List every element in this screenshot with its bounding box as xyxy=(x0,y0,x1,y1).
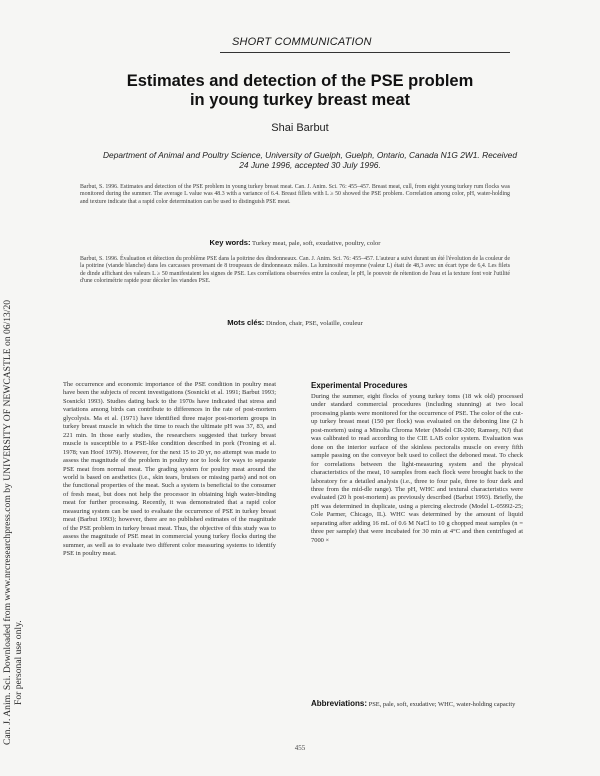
author-name: Shai Barbut xyxy=(271,122,329,134)
watermark-line-2: For personal use only. xyxy=(13,620,24,705)
section-label: SHORT COMMUNICATION xyxy=(232,36,372,48)
article-title xyxy=(80,72,520,110)
section-heading: Experimental Procedures xyxy=(311,381,408,390)
affiliation xyxy=(60,150,560,170)
body-column-left xyxy=(63,381,276,559)
header-rule xyxy=(220,52,510,53)
abstract-english: Barbut, S. 1996. Estimates and detection of the PSE problem in young turkey breast meat. Can. J. Anim. Sci. 76: 455–457. Breast meat, cull, from eight young turkey rum flocks was monitored during the summer. The average L value was 48.3 with a variance of 6.4. Breast fillets with L ≥ 50 showed the PSE problem. Correlation among color, pH, water-holding and texture indicate that a rapid color determination can be used to distinguish PSE meat. xyxy=(80,184,510,205)
title-line-1: Estimates and detection of the PSE problem xyxy=(126,72,474,90)
affiliation-line-1: Department of Animal and Poultry Science, University of Guelph, Guelph, Ontario, Canada N1G 2W1. Received xyxy=(103,150,517,160)
body-column-right xyxy=(311,381,523,545)
mots-cles-text: Dindon, chair, PSE, volaille, couleur xyxy=(266,320,363,327)
page-number: 455 xyxy=(294,744,306,752)
abbreviations-label: Abbreviations: xyxy=(311,699,368,708)
mots-cles-label: Mots clés: xyxy=(227,318,265,327)
intro-paragraph: The occurrence and economic importance of the PSE condition in poultry meat have been the subjects of recent investigations (Sosnicki et al. 1991; Barbut 1993; Sosnicki 1993). Studies dating back to the 1970s have indicated that stress and variations among birds can contribute to differences in the rate of post-mortem glycolysis. Ma et al. (1971) have identified three major post-mortem groups in turkey breast muscle in which the time to reach the ultimate pH was 37, 83, and 221 min. In those early studies, the researchers suggested that turkey breast muscle is susceptible to a PSE-like condition described in pork (Froning et al. 1978; van Hoof 1979). However, for the next 15 to 20 yr, no attempt was made to assess the magnitude of the problem in poultry nor to look for ways to separate PSE meat from normal meat. The grading system for poultry meat around the world is based on aesthetics (i.e., skin tears, bruises or missing parts) and not on the functional properties of the meat. Such a system is beneficial to the consumer of fresh meat, but does not help the processor in obtaining high water-binding meat for further processing. Recently, it was demonstrated that a rapid color measuring system can be used to evaluate the occurrence of PSE in turkey breast meat (Barbut 1993); however, there are no published estimates of the magnitude of the PSE problem in turkey breast meat. Thus, the objective of this study was to assess the magnitude of PSE meat in commercial young turkey flocks during the summer, as well as to evaluate two different color measuring systems to identify PSE in poultry meat. xyxy=(63,381,276,558)
keywords-text: Turkey meat, pale, soft, exudative, poultry, color xyxy=(252,240,381,247)
keywords-french xyxy=(80,318,510,327)
affiliation-line-2: 24 June 1996, accepted 30 July 1996. xyxy=(239,160,381,170)
keywords-label: Key words: xyxy=(209,238,251,247)
abstract-french: Barbut, S. 1996. Évaluation et détection du problème PSE dans la poitrine des dindonneaux. Can. J. Anim. Sci. 76: 455–457. L'auteur a suivi durant un été l'évolution de la couleur de la poitrine (viande blanche) dans les carcasses provenant de 8 troupeaux de dindonneaux mâles. La luminosité moyenne (valeur L) était de 48,3 avec un écart type de 6,4. Les filets de dinde affichant des valeurs L ≥ 50 manifestaient les signes de PSE. Les corrélations observées entre la couleur, le pH, le pouvoir de rétention de l'eau et la texture font voir l'utilité d'une colorimétrie rapide pour déceler les viandes PSE. xyxy=(80,256,510,285)
keywords-english xyxy=(80,238,510,247)
watermark-line-1: Can. J. Anim. Sci. Downloaded from www.nrcresearchpress.com by UNIVERSITY OF NEWCASTLE on 06/13/20 xyxy=(2,299,13,745)
abbreviations-text: PSE, pale, soft, exudative; WHC, water-holding capacity xyxy=(368,701,516,708)
methods-paragraph: During the summer, eight flocks of young turkey toms (18 wk old) processed under standard commercial procedures (including stunning) at two local processing plants were monitored for the occurrence of PSE. The color of the cut-up turkey breast meat (150 per flock) was evaluated on the deboning line (2 h post-mortem) using a Minolta Chroma Meter (Model CR-200; Ramsey, NJ) that was calibrated to read according to the CIE LAB color system. Evaluation was done on the interior surface of the skinless pectoralis muscle on every fifth sample passing on the conveyor belt used to collect the deboned meat. To check for correlations between the light-measuring system and the physical characteristics of the meat, 10 samples from each flock were brought back to the laboratory for a detailed analysis (i.e., three to four pale, three to four dark and three from the mid-dle range). The pH, WHC and textural characteristics were evaluated (20 h post-mortem) as previously described (Barbut 1993). Briefly, the pH was determined in duplicate, using a piercing electrode (Model L-05992-25; Cole Parmer, Chicago, IL). WHC was determined by the amount of liquid separating after adding 16 mL of 0.6 M NaCl to 10 g chopped meat samples (n = three per sample) that were incubated for 30 min at 4°C and then centrifuged at 7000 × xyxy=(311,393,523,544)
title-line-2: in young turkey breast meat xyxy=(189,91,411,109)
download-watermark xyxy=(2,145,24,745)
abbreviations-note xyxy=(311,700,523,709)
